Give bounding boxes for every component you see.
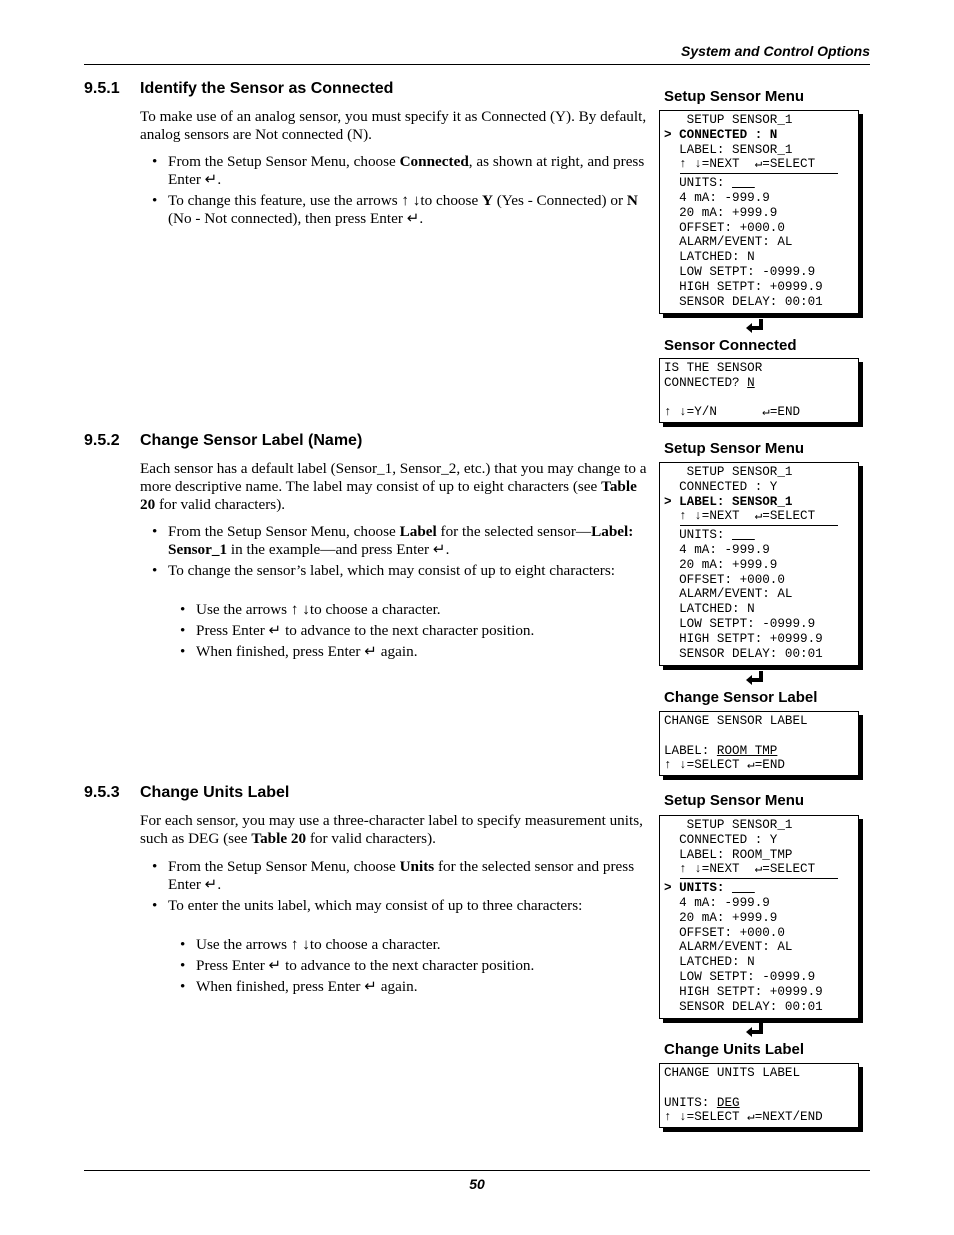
- lcd-line: LATCHED: N: [664, 955, 755, 970]
- lcd-panel-change-sensor-label: [659, 711, 859, 776]
- lcd-line: 4 mA: -999.9: [664, 543, 770, 557]
- panel-caption: Change Sensor Label: [664, 689, 818, 706]
- lcd-line: OFFSET: +000.0: [664, 925, 785, 940]
- lcd-line: > CONNECTED : N: [664, 127, 778, 142]
- lcd-panel-setup-menu-connected: [659, 110, 859, 314]
- lcd-separator: [680, 173, 838, 174]
- footer-rule: [84, 1170, 870, 1171]
- paragraph: To make use of an analog sensor, you must specify it as Connected (Y). By default, analog sensors are Not connected (N).: [140, 108, 647, 143]
- lcd-line: LOW SETPT: -0999.9: [664, 265, 816, 279]
- sub-list-item: • When finished, press Enter ↵ again.: [180, 643, 418, 660]
- section-title: Identify the Sensor as Connected: [140, 80, 394, 97]
- lcd-line: SETUP SENSOR_1: [664, 113, 793, 127]
- lcd-line: HIGH SETPT: +0999.9: [664, 279, 823, 294]
- lcd-line: LOW SETPT: -0999.9: [664, 970, 816, 984]
- lcd-line: CONNECTED : Y: [664, 832, 778, 847]
- lcd-line: UNITS: ___: [664, 528, 755, 543]
- enter-arrow-icon: [745, 1022, 767, 1040]
- sub-list-item: • Press Enter ↵ to advance to the next character position.: [180, 957, 535, 974]
- lcd-line: > UNITS: ___: [664, 881, 755, 896]
- lcd-line: CONNECTED? N: [664, 375, 755, 390]
- lcd-line: LOW SETPT: -0999.9: [664, 617, 816, 631]
- section-number: 9.5.3: [84, 784, 120, 801]
- lcd-panel-setup-menu-label: [659, 462, 859, 666]
- header-rule: [84, 64, 870, 65]
- lcd-line: 20 mA: +999.9: [664, 205, 778, 220]
- page-number: 50: [469, 1176, 485, 1192]
- lcd-line: 20 mA: +999.9: [664, 910, 778, 925]
- lcd-line: ↑ ↓=SELECT ↵=END: [664, 758, 785, 773]
- lcd-line: ALARM/EVENT: AL: [664, 587, 793, 602]
- list-item: • To enter the units label, which may consist of up to three characters:: [152, 897, 583, 914]
- lcd-separator: [680, 878, 838, 879]
- lcd-line: OFFSET: +000.0: [664, 572, 785, 587]
- lcd-line: UNITS: DEG: [664, 1095, 740, 1110]
- lcd-line: IS THE SENSOR: [664, 361, 763, 375]
- lcd-line: LATCHED: N: [664, 250, 755, 265]
- list-item: • From the Setup Sensor Menu, choose Label for the selected sensor—Label: Sensor_1 in the example—and press Enter ↵.: [152, 523, 634, 558]
- panel-caption: Setup Sensor Menu: [664, 440, 805, 457]
- lcd-line: OFFSET: +000.0: [664, 220, 785, 235]
- enter-arrow-icon: [745, 670, 767, 688]
- lcd-line: SETUP SENSOR_1: [664, 465, 793, 479]
- lcd-line: LABEL: SENSOR_1: [664, 142, 793, 157]
- section-title: Change Units Label: [140, 784, 290, 801]
- running-header: System and Control Options: [680, 43, 870, 59]
- lcd-line: ↑ ↓=NEXT ↵=SELECT: [664, 157, 816, 172]
- lcd-line: ALARM/EVENT: AL: [664, 235, 793, 250]
- section-heading-951: [84, 80, 393, 98]
- section-title: Change Sensor Label (Name): [140, 432, 363, 449]
- lcd-line: CHANGE UNITS LABEL: [664, 1066, 801, 1080]
- list-item: • To change the sensor’s label, which may consist of up to eight characters:: [152, 562, 615, 579]
- enter-arrow-icon: [745, 318, 767, 336]
- section-heading-952: [84, 432, 362, 450]
- sub-list-item: • Use the arrows ↑ ↓to choose a character.: [180, 936, 441, 953]
- list-item: • From the Setup Sensor Menu, choose Connected, as shown at right, and press Enter ↵.: [152, 153, 645, 188]
- lcd-line: HIGH SETPT: +0999.9: [664, 631, 823, 646]
- lcd-line: 20 mA: +999.9: [664, 557, 778, 572]
- lcd-line: SENSOR DELAY: 00:01: [664, 999, 823, 1014]
- list-item: • From the Setup Sensor Menu, choose Units for the selected sensor and press Enter ↵.: [152, 858, 635, 893]
- lcd-line: UNITS: ___: [664, 176, 755, 191]
- lcd-separator: [680, 525, 838, 526]
- panel-caption: Setup Sensor Menu: [664, 88, 805, 105]
- paragraph: Each sensor has a default label (Sensor_1, Sensor_2, etc.) that you may change to a more descriptive name. The label may consist of up to eight characters (see Table 20 for valid characters).: [140, 460, 647, 513]
- lcd-line: ↑ ↓=NEXT ↵=SELECT: [664, 862, 816, 877]
- lcd-line: ↑ ↓=NEXT ↵=SELECT: [664, 509, 816, 524]
- panel-caption: Setup Sensor Menu: [664, 792, 805, 809]
- sub-list-item: • Use the arrows ↑ ↓to choose a character.: [180, 601, 441, 618]
- lcd-panel-sensor-connected: [659, 358, 859, 423]
- section-heading-953: [84, 784, 289, 802]
- lcd-line: 4 mA: -999.9: [664, 896, 770, 910]
- list-item: • To change this feature, use the arrows ↑ ↓to choose Y (Yes - Connected) or N (No - Not connected), then press Enter ↵.: [152, 192, 638, 227]
- paragraph: For each sensor, you may use a three-character label to specify measurement units, such as DEG (see Table 20 for valid characters).: [140, 812, 643, 847]
- section-number: 9.5.1: [84, 80, 120, 97]
- lcd-line: 4 mA: -999.9: [664, 191, 770, 205]
- sub-list-item: • Press Enter ↵ to advance to the next character position.: [180, 622, 535, 639]
- section-number: 9.5.2: [84, 432, 120, 449]
- lcd-panel-change-units-label: [659, 1063, 859, 1128]
- lcd-panel-setup-menu-units: [659, 815, 859, 1019]
- lcd-line: CHANGE SENSOR LABEL: [664, 714, 808, 728]
- panel-caption: Change Units Label: [664, 1041, 805, 1058]
- lcd-line: HIGH SETPT: +0999.9: [664, 984, 823, 999]
- lcd-line: CONNECTED : Y: [664, 479, 778, 494]
- panel-caption: Sensor Connected: [664, 337, 797, 354]
- lcd-line: LATCHED: N: [664, 602, 755, 617]
- lcd-line: SENSOR DELAY: 00:01: [664, 294, 823, 309]
- lcd-line: LABEL: ROOM_TMP: [664, 743, 778, 758]
- lcd-line: SENSOR DELAY: 00:01: [664, 646, 823, 661]
- lcd-line: ↑ ↓=Y/N ↵=END: [664, 405, 801, 420]
- sub-list-item: • When finished, press Enter ↵ again.: [180, 978, 418, 995]
- lcd-line: ↑ ↓=SELECT ↵=NEXT/END: [664, 1110, 823, 1125]
- lcd-line: SETUP SENSOR_1: [664, 818, 793, 832]
- lcd-line: ALARM/EVENT: AL: [664, 940, 793, 955]
- lcd-line: LABEL: ROOM_TMP: [664, 847, 793, 862]
- lcd-line: > LABEL: SENSOR_1: [664, 494, 793, 509]
